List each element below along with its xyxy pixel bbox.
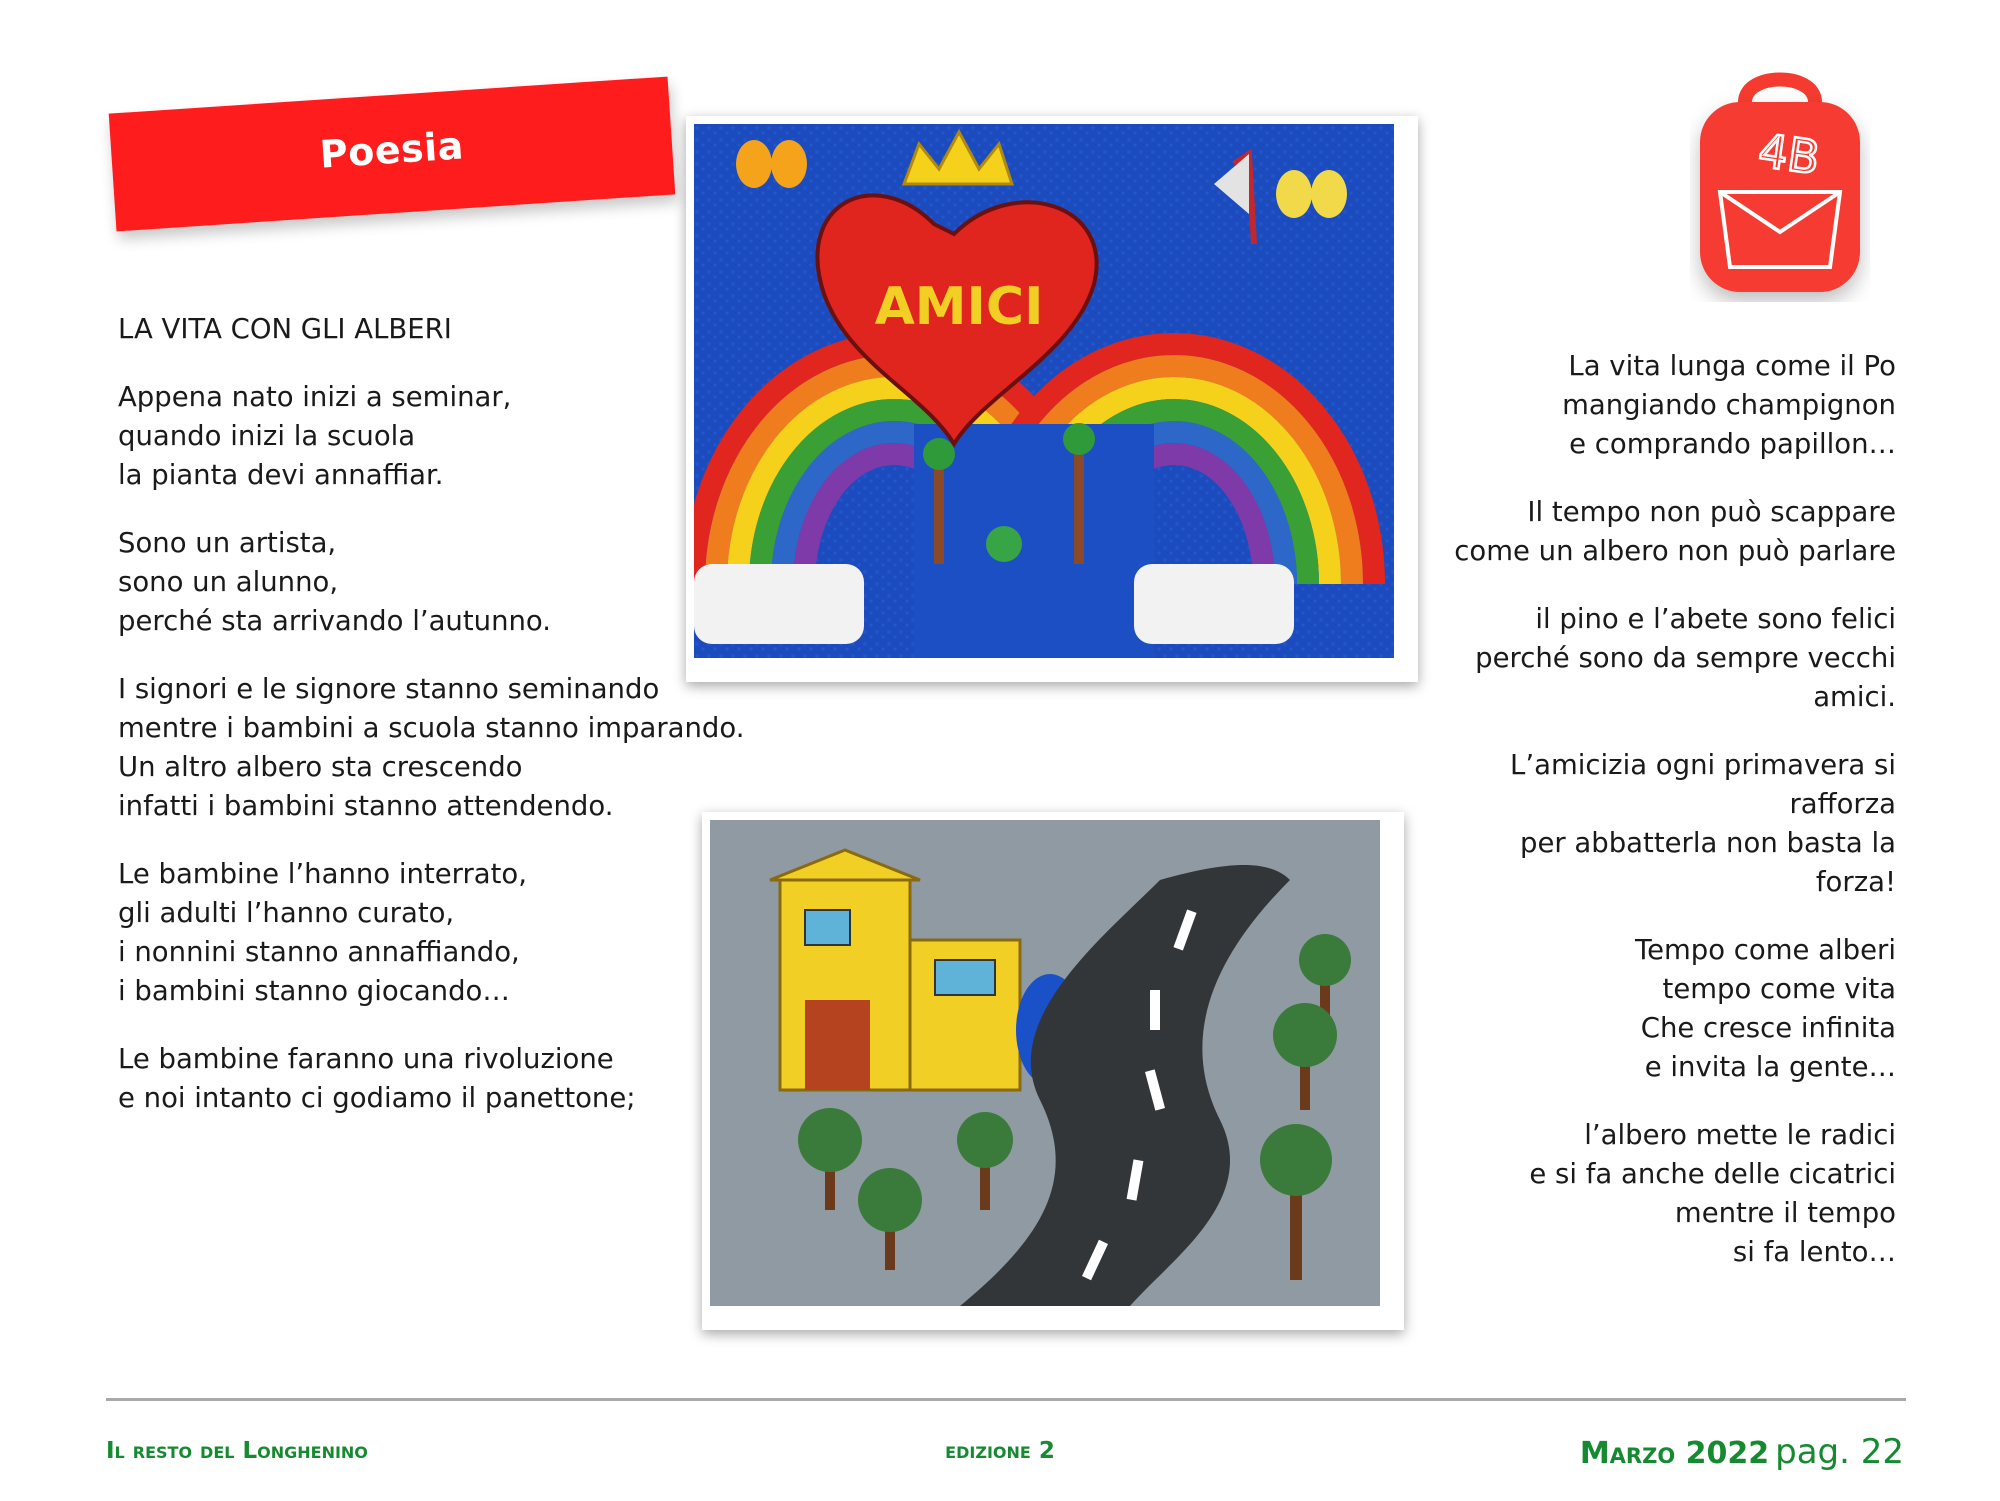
- poem-line: e si fa anche delle cicatrici: [1529, 1158, 1896, 1190]
- poem-line: amici.: [1813, 681, 1896, 713]
- footer-page-number: pag. 22: [1775, 1432, 1904, 1472]
- stanza: [1336, 600, 1896, 717]
- poem-line: perché sta arrivando l’autunno.: [118, 605, 552, 637]
- stanza: [118, 670, 838, 826]
- poem-line: mangiando champignon: [1562, 389, 1896, 421]
- poem-line: La vita lunga come il Po: [1568, 350, 1896, 382]
- right-stanzas: [1336, 347, 1896, 1272]
- poem-line: e comprando papillon…: [1569, 428, 1896, 460]
- poem-line: Le bambine faranno una rivoluzione: [118, 1043, 614, 1075]
- poem-line: gli adulti l’hanno curato,: [118, 897, 455, 929]
- poem-line: sono un alunno,: [118, 566, 339, 598]
- poem-right-column: [1336, 347, 1896, 1301]
- poem-line: come un albero non può parlare: [1454, 535, 1896, 567]
- footer-edition: edizione 2: [945, 1438, 1055, 1464]
- poem-line: la pianta devi annaffiar.: [118, 459, 444, 491]
- poem-line: perché sono da sempre vecchi: [1475, 642, 1896, 674]
- poem-line: L’amicizia ogni primavera si: [1510, 749, 1896, 781]
- poem-line: si fa lento…: [1732, 1236, 1896, 1268]
- backpack-icon: [1690, 62, 1870, 302]
- poem-line: Un altro albero sta crescendo: [118, 751, 523, 783]
- section-banner: [109, 77, 676, 232]
- footer-date: Marzo 2022: [1579, 1436, 1770, 1471]
- poem-line: i bambini stanno giocando…: [118, 975, 510, 1007]
- section-label: Poesia: [318, 123, 466, 177]
- poem-line: infatti i bambini stanno attendendo.: [118, 790, 614, 822]
- poem-line: mentre i bambini a scuola stanno imparando.: [118, 712, 745, 744]
- poem-line: rafforza: [1789, 788, 1896, 820]
- street-drawing: [702, 812, 1404, 1330]
- stanza: [1336, 1116, 1896, 1272]
- poem-line: tempo come vita: [1662, 973, 1896, 1005]
- poem-line: mentre il tempo: [1674, 1197, 1896, 1229]
- rainbow-heart-illustration: [694, 124, 1394, 658]
- poem-line: e noi intanto ci godiamo il panettone;: [118, 1082, 636, 1114]
- stanza: [1336, 746, 1896, 902]
- poem-line: Il tempo non può scappare: [1527, 496, 1896, 528]
- heart-text: AMICI: [874, 277, 1044, 337]
- poem-line: Le bambine l’hanno interrato,: [118, 858, 527, 890]
- poem-line: Appena nato inizi a seminar,: [118, 381, 512, 413]
- poem-line: I signori e le signore stanno seminando: [118, 673, 660, 705]
- poem-line: i nonnini stanno annaffiando,: [118, 936, 520, 968]
- poem-line: il pino e l’abete sono felici: [1535, 603, 1896, 635]
- footer-divider: [106, 1398, 1906, 1401]
- poem-line: per abbatterla non basta la: [1520, 827, 1896, 859]
- rainbow-drawing: [686, 116, 1418, 682]
- house-road-illustration: [710, 820, 1380, 1306]
- poem-title: LA VITA CON GLI ALBERI: [118, 313, 452, 345]
- stanza: [1336, 347, 1896, 464]
- stanza: [1336, 931, 1896, 1087]
- poem-line: l’albero mette le radici: [1584, 1119, 1896, 1151]
- poem-line: Tempo come alberi: [1634, 934, 1896, 966]
- stanza: [1336, 493, 1896, 571]
- poem-line: quando inizi la scuola: [118, 420, 416, 452]
- poem-line: Che cresce infinita: [1640, 1012, 1896, 1044]
- class-badge-label: 4B: [1755, 123, 1823, 186]
- footer-date-page: [1580, 1432, 1904, 1472]
- footer-journal-name: Il resto del Longhenino: [106, 1438, 368, 1464]
- poem-line: forza!: [1815, 866, 1896, 898]
- poem-line: Sono un artista,: [118, 527, 337, 559]
- poem-line: e invita la gente…: [1644, 1051, 1896, 1083]
